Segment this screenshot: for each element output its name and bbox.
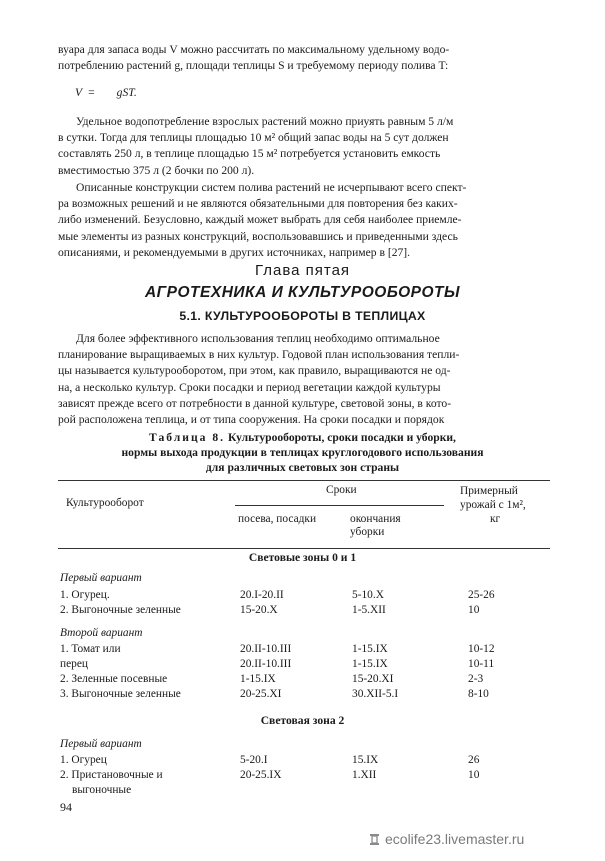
- table-cell-yield: 10-11: [468, 658, 495, 670]
- table-cell-crop: выгоночные: [72, 784, 132, 796]
- formula-lhs: V: [75, 86, 83, 99]
- paragraph-line: либо изменений. Безусловно, каждый может выбрать для себя наиболее приемле-: [58, 213, 462, 227]
- variant-title: Первый вариант: [60, 572, 142, 584]
- header-sowing: посева, посадки: [238, 513, 317, 525]
- table-cell-yield: 2-3: [468, 673, 484, 685]
- table-cell-sowing: 15-20.X: [240, 604, 278, 616]
- table-cell-yield: 25-26: [468, 589, 495, 601]
- paragraph-line: на, а несколько культур. Сроки посадки и период вегетации каждой культуры: [58, 380, 441, 394]
- watermark: ecolife23.livemaster.ru: [385, 831, 525, 847]
- header-terms: Сроки: [326, 484, 357, 496]
- section-title: 5.1. КУЛЬТУРООБОРОТЫ В ТЕПЛИЦАХ: [179, 309, 426, 323]
- paragraph-line: зависят прежде всего от потребности в данной культуре, световой зоны, в кото-: [58, 396, 452, 410]
- table-cell-sowing: 20-25.IX: [240, 769, 282, 781]
- page-number: 94: [60, 800, 72, 814]
- table-cell-harvest: 15.IX: [352, 754, 379, 766]
- spool-icon: [368, 833, 381, 846]
- table-cell-sowing: 5-20.I: [240, 754, 268, 766]
- table-cell-yield: 10: [468, 604, 480, 616]
- paragraph-line: мые элементы из разных конструкций, воспользовавшись и приведенными здесь: [58, 229, 458, 243]
- paragraph-line: Для более эффективного использования теплиц необходимо оптимальное: [76, 332, 440, 345]
- header-yield-1: Примерный: [460, 485, 518, 497]
- header-yield-3: кг: [490, 513, 501, 525]
- table-cell-sowing: 20-25.XI: [240, 688, 282, 700]
- table-cell-yield: 10-12: [468, 643, 495, 655]
- paragraph-line: описаниями, и рекомендуемыми в других источниках, например в [27].: [58, 245, 411, 259]
- paragraph-line: ра возможных решений и не являются обязательными для повторения без каких-: [58, 197, 458, 211]
- table-cell-crop: 2. Пристановочные и: [60, 769, 163, 781]
- header-yield-2: урожай с 1м²,: [460, 499, 526, 511]
- formula-rhs: gST.: [116, 86, 137, 99]
- table-cell-harvest: 5-10.X: [352, 589, 384, 601]
- paragraph-1: [58, 42, 550, 74]
- table-cell-sowing: 1-15.IX: [240, 673, 276, 685]
- table-cell-harvest: 1.XII: [352, 769, 377, 781]
- zone-heading-0-1: Световые зоны 0 и 1: [248, 551, 357, 564]
- table-terms-rule: [235, 505, 444, 506]
- chapter-number: Глава пятая: [254, 262, 351, 279]
- table-cell-sowing: 20.II-10.III: [240, 643, 292, 655]
- table-cell-crop: 1. Огурец.: [60, 589, 110, 601]
- header-harvest-2: уборки: [350, 526, 385, 538]
- variant-title: Второй вариант: [60, 627, 143, 639]
- table-cell-crop: 1. Томат или: [60, 643, 121, 655]
- header-crop: Культурооборот: [66, 497, 144, 509]
- table-cell-harvest: 15-20.XI: [352, 673, 394, 685]
- formula-eq: =: [88, 86, 95, 99]
- paragraph-line: вуара для запаса воды V можно рассчитать по максимальному удельному водо-: [58, 43, 450, 56]
- table-cell-crop: 2. Зеленные посевные: [60, 673, 168, 685]
- paragraph-line: рой расположена теплица, и от типа сооружения. На сроки посадки и порядок: [58, 413, 445, 427]
- paragraph-line: вместимостью 375 л (2 бочки по 200 л).: [58, 163, 255, 177]
- table-caption-line-2: нормы выхода продукции в теплицах круглогодового использования: [121, 446, 484, 459]
- paragraph-line: планирование выращиваемых в них культур. Годовой план использования тепли-: [58, 348, 460, 362]
- formula: [75, 86, 137, 99]
- table-header-rule: [58, 548, 550, 549]
- chapter-title: АГРОТЕХНИКА И КУЛЬТУРООБОРОТЫ: [144, 284, 461, 301]
- table-cell-yield: 8-10: [468, 688, 489, 700]
- paragraph-2: [58, 114, 550, 179]
- table-caption-line-1: [0, 430, 605, 445]
- table-caption-text: Культурообороты, сроки посадки и уборки,: [227, 431, 456, 444]
- table-cell-sowing: 20.I-20.II: [240, 589, 284, 601]
- paragraph-line: Описанные конструкции систем полива растений не исчерпывают всего спект-: [76, 181, 467, 194]
- table-cell-harvest: 1-5.XII: [352, 604, 386, 616]
- paragraph-4: [58, 331, 550, 428]
- table-cell-yield: 10: [468, 769, 480, 781]
- paragraph-line: потреблению растений g, площади теплицы S и требуемому периоду полива T:: [58, 59, 449, 73]
- table-cell-harvest: 1-15.IX: [352, 658, 388, 670]
- table-cell-yield: 26: [468, 754, 480, 766]
- table-cell-sowing: 20.II-10.III: [240, 658, 292, 670]
- variant-title: Первый вариант: [60, 738, 142, 750]
- table-cell-crop: 3. Выгоночные зеленные: [60, 688, 181, 700]
- paragraph-line: цы называется культурооборотом, при этом, как правило, выращиваются не од-: [58, 364, 451, 378]
- table-top-rule: [58, 480, 550, 481]
- paragraph-3: [58, 180, 550, 261]
- table-cell-crop: 2. Выгоночные зеленные: [60, 604, 181, 616]
- table-cell-crop: перец: [60, 658, 88, 670]
- table-cell-crop: 1. Огурец: [60, 754, 107, 766]
- header-harvest-1: окончания: [350, 513, 401, 525]
- zone-heading-2: Световая зона 2: [260, 714, 345, 727]
- table-caption-label: Таблица 8.: [149, 431, 226, 444]
- paragraph-line: составлять 250 л, в теплице площадью 15 м² потребуется установить емкость: [58, 147, 441, 161]
- table-cell-harvest: 1-15.IX: [352, 643, 388, 655]
- paragraph-line: Удельное водопотребление взрослых растений можно приуять равным 5 л/м: [76, 115, 454, 128]
- table-caption-line-3: для различных световых зон страны: [205, 461, 400, 474]
- table-cell-harvest: 30.XII-5.I: [352, 688, 399, 700]
- paragraph-line: в сутки. Тогда для теплицы площадью 10 м² общий запас воды на 5 сут должен: [58, 131, 449, 145]
